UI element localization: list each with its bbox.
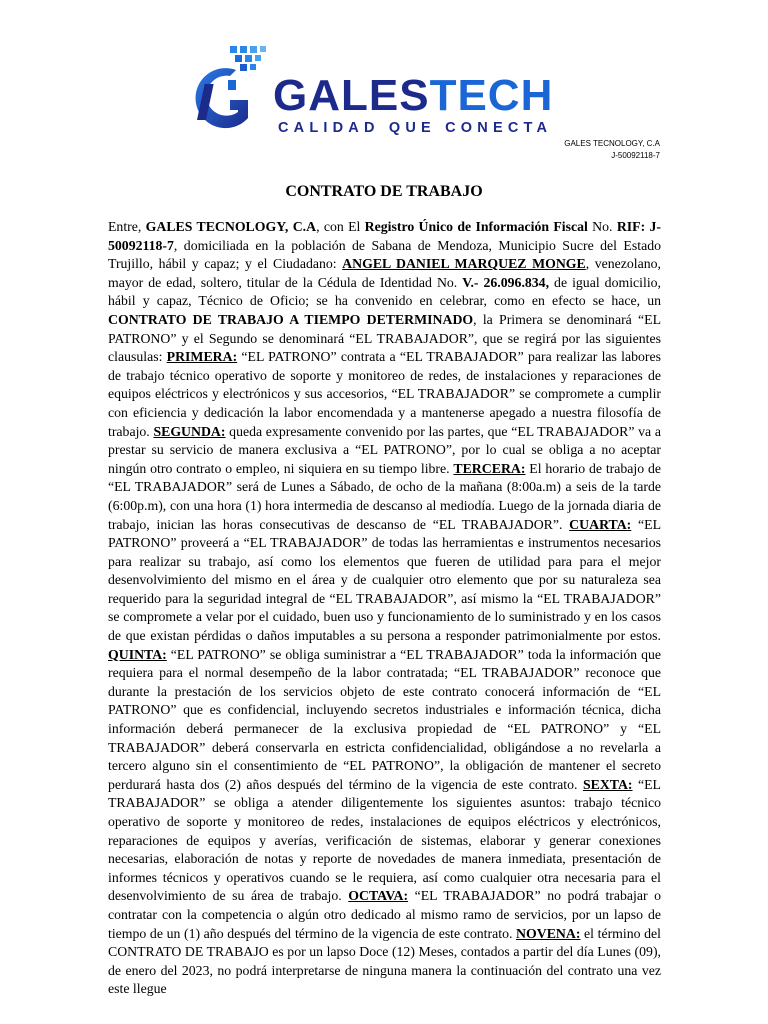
clause-novena: NOVENA: bbox=[516, 925, 581, 941]
clause-segunda: SEGUNDA: bbox=[153, 423, 226, 439]
logo-mark-icon bbox=[178, 40, 278, 140]
logo-wordmark: GALESTECH bbox=[273, 71, 554, 120]
body-text: “EL PATRONO” proveerá a “EL TRABAJADOR” de todas las herramientas e instrumentos necesarios para realizar su trabajo, así como los elementos que fueren de utilidad para para el mejor desenvolvimiento del mismo en el área y de cualquier otro elemento que por su naturaleza sea requerido para la seguridad integral de “EL TRABAJADOR”, así mismo la “EL TRABAJADOR” se compromete a velar por el cuidado, buen uso y funcionamiento de lo suministrado y en los casos de que existan pérdidas o daños imputables a su persona a responder patrimonialmente por estos. bbox=[108, 516, 661, 644]
rif-label-bold: Registro Único de Información Fiscal bbox=[364, 219, 588, 234]
company-rif: J-50092118-7 bbox=[611, 151, 660, 160]
company-logo bbox=[178, 40, 588, 140]
body-text: , la Primera se denominará “EL PATRONO” y el Segundo se denominará “EL TRABAJADOR”, que se regirá por las siguientes clausulas: bbox=[108, 311, 661, 365]
body-text: “EL TRABAJADOR” no podrá trabajar o contratar con la competencia o algún otro dedicado al mismo ramo de servicios, por un lapso de tiempo de un (1) año después del término de la vigencia de este contrato. bbox=[108, 888, 662, 941]
clause-primera: PRIMERA: bbox=[166, 349, 238, 365]
clause-sexta: SEXTA: bbox=[582, 776, 633, 792]
body-text: El horario de trabajo de “EL TRABAJADOR” será de Lunes a Sábado, de ocho de la mañana (8:00a.m) a seis de la tarde (6:00p.m), con una hora (1) hora intermedia de descanso al mediodía. Luego de la jornada diaria de trabajo, inician las horas consecutivas de descanso de “EL TRABAJADOR”. bbox=[108, 460, 661, 532]
body-text: queda expresamente convenido por las partes, que “EL TRABAJADOR” va a prestar su servicio de manera exclusiva a “EL PATRONO”, por lo cual se obliga a no aceptar ningún otro contrato o empleo, ni siquiera en su tiempo libre. bbox=[108, 423, 661, 476]
document-title: CONTRATO DE TRABAJO bbox=[285, 183, 483, 200]
body-text: , domiciliada en la población de Sabana de Mendoza, Municipio Sucre del Estado Trujillo, hábil y capaz; y el Ciudadano: bbox=[108, 237, 661, 272]
clause-quinta: QUINTA: bbox=[108, 646, 167, 662]
clause-cuarta: CUARTA: bbox=[569, 516, 632, 532]
rif-number-bold: RIF: J-50092118-7 bbox=[108, 219, 661, 253]
contract-type: CONTRATO DE TRABAJO A TIEMPO DETERMINADO bbox=[108, 311, 474, 327]
company-name-bold: GALES TECNOLOGY, C.A bbox=[145, 219, 317, 234]
clause-tercera: TERCERA: bbox=[453, 460, 526, 476]
company-name: GALES TECNOLOGY, C.A bbox=[564, 139, 660, 148]
body-text: , venezolano, mayor de edad, soltero, titular de la Cédula de Identidad No. bbox=[108, 256, 661, 290]
clause-octava: OCTAVA: bbox=[348, 888, 409, 904]
body-text: “EL PATRONO” se obliga suministrar a “EL TRABAJADOR” toda la información que requiera para el normal desempeño de la labor contratada; “EL TRABAJADOR” reconoce que durante la prestación de los servicios objeto de este contrato conocerá información de “EL PATRONO” que es confidencial, incluyendo secretos industriales e información técnica, dicha información deberá permanecer de la exclusiva propiedad de “EL PATRONO” y “EL TRABAJADOR” deberá conservarla en estricta confidencialidad, obligándose a no revelarla a tercero alguno sin el consentimiento de “EL PATRONO”, la obligación de mantener el secreto perdurará hasta dos (2) años después del término de la vigencia de este contrato. bbox=[108, 646, 661, 792]
company-info bbox=[564, 138, 660, 162]
body-text: de igual domicilio, hábil y capaz, Técnico de Oficio; se ha convenido en celebrar, como en efecto se hace, un bbox=[108, 274, 662, 309]
contract-body bbox=[108, 218, 661, 999]
body-text: “EL PATRONO” contrata a “EL TRABAJADOR” para realizar las labores de trabajo técnico operativo de soporte y monitoreo de redes, de instalaciones y reparaciones de equipos eléctricos y electrónicos y sus accesorios, “EL TRABAJADOR” se compromete a cumplir con eficiencia y dedicación la labor encomendada y a mantenerse apegado a nuestra filosofía de trabajo. bbox=[108, 349, 661, 439]
body-text: No. bbox=[587, 219, 617, 234]
body-text: “EL TRABAJADOR” se obliga a atender diligentemente los siguientes asuntos: trabajo técnico operativo de soporte y monitoreo de redes, instalaciones de equipos eléctricos y electrónicos, reparaciones de equipos y averías, verificación de sistemas, elaborar y generar conexiones necesarias, elaboración de notas y reporte de novedades de manera inmediata, presentación de informes técnicos y operativos cuando se le requiera, así como cualquier otra necesaria para el desenvolvimiento de su área de trabajo. bbox=[108, 776, 661, 904]
body-text: Entre, bbox=[108, 219, 146, 234]
employee-name: ANGEL DANIEL MARQUEZ MONGE bbox=[342, 256, 586, 272]
body-text: el término del CONTRATO DE TRABAJO es por un lapso Doce (12) Meses, contados a partir del día Lunes (09), de enero del 2023, no podrá interpretarse de ninguna manera la continuación del contrato una vez este llegue bbox=[108, 925, 661, 997]
logo-tagline: CALIDAD QUE CONECTA bbox=[278, 120, 553, 136]
body-text: , con El bbox=[316, 219, 365, 234]
employee-id: V.- 26.096.834, bbox=[462, 274, 550, 290]
